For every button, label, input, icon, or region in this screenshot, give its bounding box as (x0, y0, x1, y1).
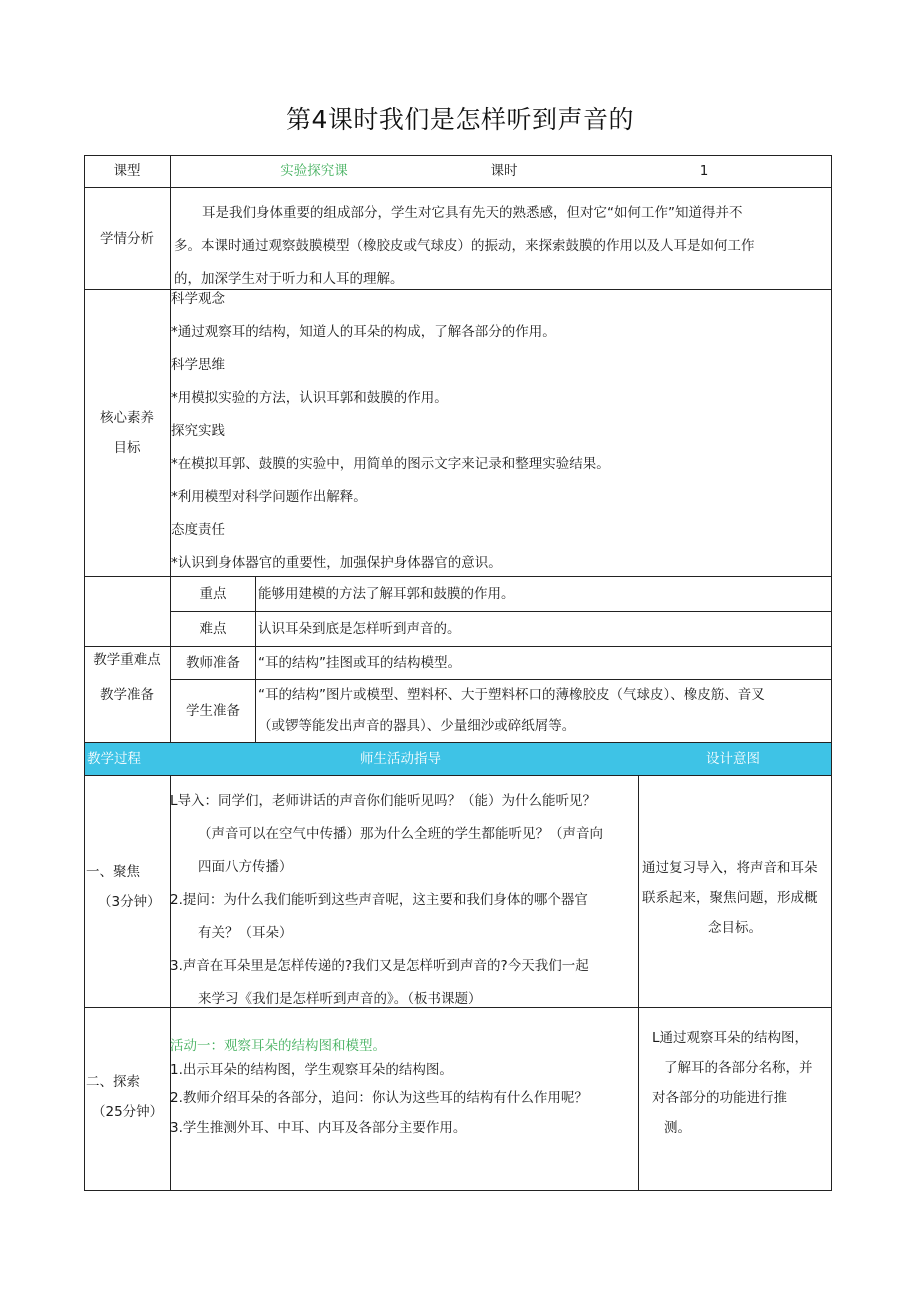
focus-intent-line: 通过复习导入，将声音和耳朵 (642, 860, 818, 876)
focus-line: L导入：同学们，老师讲话的声音你们能听见吗？（能）为什么能听见？ (170, 793, 597, 809)
goal-heading: 科学思维 (171, 357, 225, 373)
prep-label-text: 教学准备 (100, 686, 154, 703)
key-points-label-text: 教学重难点 (93, 651, 161, 668)
lesson-type-value: 实验探究课 (280, 163, 348, 179)
explore-intent (652, 1023, 830, 1143)
goal-item: *认识到身体器官的重要性，加强保护身体器官的意识。 (171, 555, 502, 571)
prep-label (84, 647, 170, 742)
difficulty-text: 认识耳朵到底是怎样听到声音的。 (258, 621, 461, 637)
goals-content (171, 283, 826, 580)
explore-line: 3.学生推测外耳、中耳、内耳及各部分主要作用。 (170, 1120, 467, 1136)
goal-item: *用模拟实验的方法，认识耳郭和鼓膜的作用。 (171, 390, 448, 406)
process-header-activity: 师生活动指导 (360, 751, 441, 767)
period-label: 课时 (490, 163, 518, 179)
analysis-line: 的，加深学生对于听力和人耳的理解。 (174, 271, 404, 287)
explore-stage-title: 二、探索 (86, 1074, 140, 1090)
explore-intent-line: L通过观察耳朵的结构图， (652, 1030, 809, 1046)
goal-heading: 科学观念 (171, 291, 225, 307)
focus-content (170, 785, 638, 1016)
analysis-label-text: 学情分析 (100, 230, 154, 247)
focus-stage-time: （3分钟） (98, 894, 161, 910)
period-value: 1 (699, 163, 709, 179)
lesson-table (84, 155, 832, 1191)
goals-label-line: 核心素养 (100, 410, 154, 426)
analysis-line: 耳是我们身体重要的组成部分，学生对它具有先天的熟悉感，但对它“如何工作”知道得并不 (202, 205, 743, 221)
process-header-stage: 教学过程 (87, 751, 141, 767)
page-title: 第4课时我们是怎样听到声音的 (286, 105, 634, 134)
explore-intent-line: 对各部分的功能进行推 (652, 1090, 787, 1106)
difficulty-label: 难点 (199, 621, 227, 637)
analysis-content (174, 197, 829, 296)
focus-line: （声音可以在空气中传播）那为什么全班的学生都能听见？（声音向 (198, 826, 603, 842)
goals-label-line: 目标 (113, 440, 141, 456)
focus-stage-title: 一、聚焦 (86, 864, 140, 880)
explore-intent-line: 测。 (664, 1120, 691, 1136)
focus-stage-label (86, 857, 170, 917)
goal-heading: 态度责任 (171, 522, 225, 538)
explore-content (170, 1035, 638, 1143)
student-prep-label: 学生准备 (186, 703, 240, 719)
student-prep-line: （或锣等能发出声音的器具）、少量细沙或碎纸屑等。 (258, 718, 576, 734)
analysis-label (84, 188, 170, 289)
focus-intent (640, 853, 830, 943)
explore-activity-title: 活动一：观察耳朵的结构图和模型。 (170, 1038, 386, 1054)
explore-line: 2.教师介绍耳朵的各部分，追问：你认为这些耳的结构有什么作用呢？ (170, 1090, 588, 1106)
teacher-prep-label: 教师准备 (186, 655, 240, 671)
focus-line: 来学习《我们是怎样听到声音的》。（板书课题） (198, 991, 482, 1007)
focus-intent-line: 念目标。 (708, 920, 762, 936)
analysis-line: 多。本课时通过观察鼓膜模型（橡胶皮或气球皮）的振动，来探索鼓膜的作用以及人耳是如何工作 (174, 238, 755, 254)
focus-intent-line: 联系起来，聚焦问题，形成概 (642, 890, 818, 906)
explore-stage-time: （25分钟） (92, 1104, 164, 1120)
focus-line: 有关？（耳朵） (198, 925, 293, 941)
goal-item: *通过观察耳的结构，知道人的耳朵的构成，了解各部分的作用。 (171, 324, 556, 340)
focus-line: 四面八方传播） (198, 859, 293, 875)
goal-item: *利用模型对科学问题作出解释。 (171, 489, 367, 505)
explore-intent-line: 了解耳的各部分名称，并 (664, 1060, 813, 1076)
explore-line: 1.出示耳朵的结构图，学生观察耳朵的结构图。 (170, 1062, 453, 1078)
explore-stage-label (86, 1067, 170, 1127)
key-point-text: 能够用建模的方法了解耳郭和鼓膜的作用。 (258, 586, 515, 602)
goals-label (84, 290, 170, 576)
process-header-intent: 设计意图 (706, 751, 760, 767)
focus-line: 2.提问：为什么我们能听到这些声音呢，这主要和我们身体的哪个器官 (170, 892, 588, 908)
teacher-prep-text: “耳的结构”挂图或耳的结构模型。 (258, 655, 461, 671)
student-prep-line: “耳的结构”图片或模型、塑料杯、大于塑料杯口的薄橡胶皮（气球皮）、橡皮筋、音叉 (258, 687, 765, 703)
focus-line: 3.声音在耳朵里是怎样传递的?我们又是怎样听到声音的?今天我们一起 (170, 958, 589, 974)
key-point-label: 重点 (199, 586, 227, 602)
goal-item: *在模拟耳郭、鼓膜的实验中，用简单的图示文字来记录和整理实验结果。 (171, 456, 610, 472)
goal-heading: 探究实践 (171, 423, 225, 439)
student-prep-content (258, 680, 830, 742)
lesson-type-label: 课型 (113, 163, 141, 179)
